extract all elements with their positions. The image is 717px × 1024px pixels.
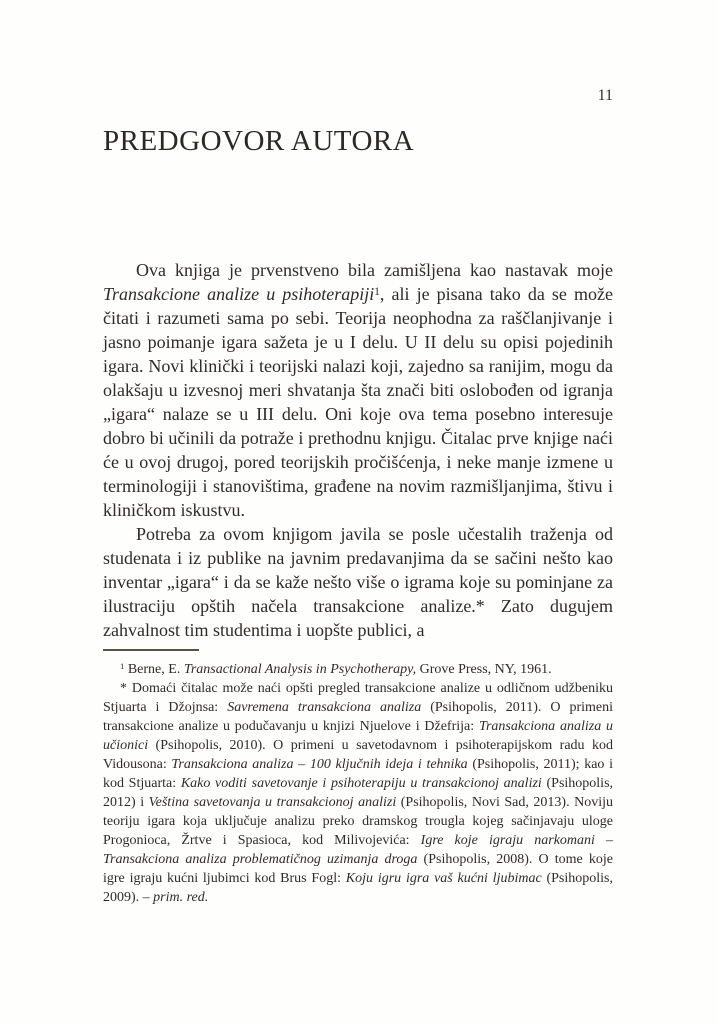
page-title: PREDGOVOR AUTORA <box>103 125 415 157</box>
text-run: (Psihopolis, 2012) i <box>103 776 614 810</box>
text-run: , ali je pisana tako da se može čitati i razumeti sama po sebi. Teorija neophodna za raščlanjivanje i jasno poimanje igara sažeta je u I delu. U II delu su opisi pojedinih igara. Novi klinički i teorijski nalazi koji, zajedno sa ranijim, mogu da olakšaju u izvesnoj meri shvatanja šta znači biti oslobođen od igranja „igara“ nalaze se u III delu. Oni koje ova tema posebno interesuje dobro bi učinili da potraže i prethodnu knjigu. Čitalac prve knjige naći će u ovoj drugoj, pored teorijskih pročišćenja, i neke manje izmene u terminologiji i stanovištima, građene na novim razmišljanjima, štivu i kliničkom iskustvu. <box>103 284 613 520</box>
text-run: Grove Press, NY, 1961. <box>416 662 552 677</box>
footnotes <box>103 660 613 907</box>
body-paragraph <box>103 522 613 642</box>
text-run: (Psihopolis, 2011); kao i kod Stjuarta: <box>103 757 613 791</box>
italic-title: Transakciona analiza u učionici <box>103 719 613 753</box>
footnote-marker: 1 <box>120 661 125 672</box>
body-text <box>103 258 613 642</box>
page-number: 11 <box>597 87 613 104</box>
italic-title: Kako voditi savetovanje i psihoterapiju u transakcionoj analizi <box>180 776 542 791</box>
italic-title: Igre koje igraju narkomani –Transakciona analiza problematičnog uzimanja droga <box>103 833 613 867</box>
italic-title: Savremena transakciona analiza <box>227 700 422 715</box>
body-paragraph <box>103 258 613 522</box>
italic-title: prim. red. <box>153 890 209 905</box>
text-run: * Domaći čitalac može naći opšti pregled transakcione analize u odličnom udžbeniku Stjuarta i Džojnsa: <box>103 681 613 715</box>
footnote <box>103 679 613 907</box>
italic-title: Transactional Analysis in Psychotherapy, <box>183 662 417 677</box>
footnote-marker: 1 <box>374 285 380 298</box>
text-run: (Psihopolis, 2008). O tome koje igre igraju kućni ljubimci kod Brus Fogl: <box>103 852 613 886</box>
text-run: Berne, E. <box>124 662 184 677</box>
text-run: (Psihopolis, 2011). O primeni transakcione analize u podučavanju u knjizi Njuelove i Džefrija: <box>103 700 614 734</box>
text-run: (Psihopolis, 2010). O primeni u savetodavnom i psihoterapijskom radu kod Vidousona: <box>103 738 613 772</box>
text-run: Potreba za ovom knjigom javila se posle učestalih traženja od studenata i iz publike na javnim predavanjima da se sačini nešto kao inventar „igara“ i da se kaže nešto više o igrama koje su pominjane za ilustraciju opštih načela transakcione analize.* Zato dugujem zahvalnost tim studentima i uopšte publici, a <box>103 524 613 640</box>
italic-title: Transakciona analiza – 100 ključnih ideja i tehnika <box>171 757 468 772</box>
text-run: (Psihopolis, 2009). – <box>103 871 613 905</box>
footnote-separator <box>103 649 199 651</box>
footnote <box>103 660 613 679</box>
text-run: Ova knjiga je prvenstveno bila zamišljena kao nastavak moje <box>136 260 613 280</box>
italic-title: Transakcione analize u psihoterapiji <box>103 284 375 304</box>
italic-title: Koju igru igra vaš kućni ljubimac <box>345 871 542 886</box>
text-run: (Psihopolis, Novi Sad, 2013). Noviju teoriju igara koja uključuje analizu preko dramskog trougla kojeg sačinjavaju uloge Progonioca, Žrtve i Spasioca, kod Milivojevića: <box>103 795 613 848</box>
italic-title: Veština savetovanja u transakcionoj analizi <box>148 795 397 810</box>
